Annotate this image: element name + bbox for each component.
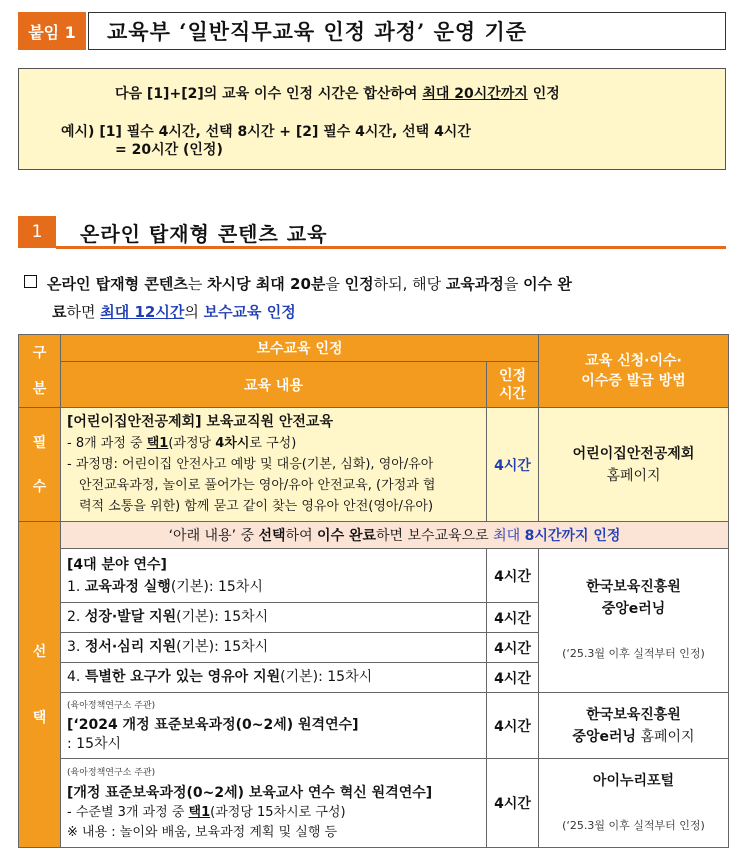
notice-line-2: 예시) [1] 필수 4시간, 선택 8시간 + [2] 필수 4시간, 선택 4시간 xyxy=(61,124,471,140)
notice-line-1: 다음 [1]+[2]의 교육 이수 인정 시간은 합산하여 최대 20시간까지 인정 xyxy=(115,86,560,102)
required-hours: 4시간 xyxy=(487,408,539,522)
method-innovation-course: 아이누리포털 (‘25.3월 이후 실적부터 인정) xyxy=(539,759,729,848)
elective-area-4: 4. 특별한 요구가 있는 영유아 지원(기본): 15차시 xyxy=(61,663,487,693)
section-paragraph: 온라인 탑재형 콘텐츠는 차시당 최대 20분을 인정하되, 해당 교육과정을 이수 완 료하면 최대 12시간의 보수교육 인정 xyxy=(24,270,734,326)
elective-innovation-course: (육아정책연구소 주관) [개정 표준보육과정(0~2세) 보육교사 연수 혁신 원격연수] - 수준별 3개 과정 중 택1(과정당 15차시로 구성) ※ 내용 : 놀이와 배움, 보육과정 계획 및 실행 등 xyxy=(61,759,487,848)
header-hours: 인정 시간 xyxy=(487,362,539,408)
header-gubun: 구 분 xyxy=(19,335,61,408)
method-2024-course: 한국보육진흥원 중앙e러닝 홈페이지 xyxy=(539,693,729,759)
elective-note: ‘아래 내용’ 중 선택하여 이수 완료하면 보수교육으로 최대 8시간까지 인정 xyxy=(61,522,729,549)
elective-area-2: 2. 성장·발달 지원(기본): 15차시 xyxy=(61,603,487,633)
hours-area-2: 4시간 xyxy=(487,603,539,633)
notice-line-3: = 20시간 (인정) xyxy=(115,142,223,158)
hours-area-1: 4시간 xyxy=(487,549,539,603)
table-row-required xyxy=(19,408,729,522)
required-content: [어린이집안전공제회] 보육교직원 안전교육 - 8개 과정 중 택1(과정당 4차시로 구성) - 과정명: 어린이집 안전사고 예방 및 대응(기본, 심화), 영아/유아 안전교육과정, 놀이로 풀어가는 영아/유아 안전교육, (가정과 협 력적 소통을 위한) 함께 묻고 같이 찾는 영유아 안전(영아/유아) xyxy=(61,408,487,522)
elective-area-1: [4대 분야 연수] 1. 교육과정 실행(기본): 15차시 xyxy=(61,549,487,603)
document-title: 교육부 ‘일반직무교육 인정 과정’ 운영 기준 xyxy=(88,12,726,50)
attachment-tag: 붙임 1 xyxy=(18,12,86,50)
header-content: 교육 내용 xyxy=(61,362,487,408)
hours-area-4: 4시간 xyxy=(487,663,539,693)
hours-2024-course: 4시간 xyxy=(487,693,539,759)
notice-box xyxy=(18,68,726,170)
table-row xyxy=(19,549,729,603)
section-number: 1 xyxy=(18,216,56,248)
table-row-elective-note xyxy=(19,522,729,549)
section-title: 온라인 탑재형 콘텐츠 교육 xyxy=(80,222,328,246)
table-row xyxy=(19,759,729,848)
elective-2024-course: (육아정책연구소 주관) [‘2024 개정 표준보육과정(0~2세) 원격연수] : 15차시 xyxy=(61,693,487,759)
hours-area-3: 4시간 xyxy=(487,633,539,663)
section-divider xyxy=(56,246,726,249)
category-elective: 선 택 xyxy=(19,522,61,848)
header-method: 교육 신청·이수· 이수증 발급 방법 xyxy=(539,335,729,408)
header-bosu: 보수교육 인정 xyxy=(61,335,539,362)
required-method: 어린이집안전공제회 홈페이지 xyxy=(539,408,729,522)
table-row xyxy=(19,693,729,759)
method-4areas: 한국보육진흥원 중앙e러닝 (‘25.3월 이후 실적부터 인정) xyxy=(539,549,729,693)
notice-emphasis: 최대 20시간까지 xyxy=(422,86,528,102)
elective-area-3: 3. 정서·심리 지원(기본): 15차시 xyxy=(61,633,487,663)
education-table xyxy=(18,334,729,848)
checkbox-bullet-icon xyxy=(24,275,37,288)
hours-innovation-course: 4시간 xyxy=(487,759,539,848)
category-required: 필 수 xyxy=(19,408,61,522)
